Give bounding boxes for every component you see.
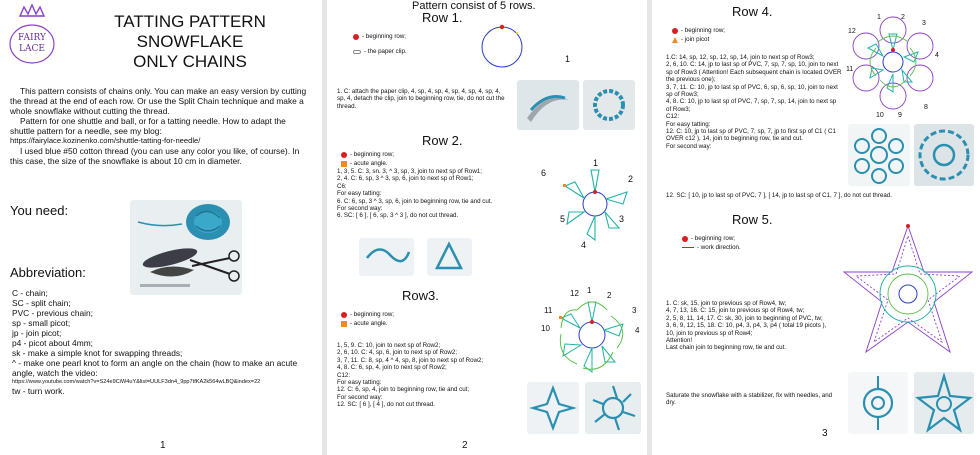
red-dot-icon bbox=[672, 28, 678, 34]
legend-beginning: - beginning row; bbox=[341, 150, 394, 159]
row1-legend bbox=[353, 32, 407, 56]
rows-header: Pattern consist of 5 rows. bbox=[412, 0, 536, 12]
row3-label-11: 11 bbox=[544, 306, 553, 315]
row2-title: Row 2. bbox=[422, 133, 463, 148]
you-need-heading: You need: bbox=[10, 203, 69, 218]
row4-photo-1 bbox=[848, 124, 910, 186]
row1-figure-number: 1 bbox=[565, 54, 571, 64]
page-number: 2 bbox=[462, 440, 468, 451]
blog-link[interactable]: https://fairylace.kozinenko.com/shuttle-tatting-for-needle/ bbox=[10, 136, 201, 145]
row3-instructions: 1, 5, 9. C: 10, join to next sp of Row2; 2, 6, 10. C: 4, sp, 6, join to next sp of Row2; 3, 7, 11. C: 8, sp, 4 ^ 4, sp, 8, join to next sp of Row2; 4, 8. C: 6, sp, 4, join to next sp of Row2; C12: For easy tatting: 12. C: 6, sp, 4, join to beginning row, tie and cut; For second way: 12. SC: [ 6 ], [ 4 ], do not cut thread. bbox=[337, 342, 484, 409]
row1-photo-ring bbox=[583, 80, 635, 130]
row2-label-4: 4 bbox=[581, 240, 587, 250]
abbreviation-heading: Abbreviation: bbox=[10, 265, 86, 280]
page-title bbox=[70, 12, 310, 72]
row3-label-1: 1 bbox=[587, 286, 592, 295]
abbr-c: C - chain; bbox=[12, 288, 48, 298]
row3-label-4: 4 bbox=[635, 326, 640, 335]
row4-label-8: 8 bbox=[924, 104, 928, 111]
orange-triangle-icon bbox=[672, 37, 678, 43]
row2-label-3: 3 bbox=[619, 214, 625, 224]
row1-photo-clip bbox=[517, 80, 579, 130]
intro-text bbox=[10, 86, 310, 166]
row5-title: Row 5. bbox=[732, 212, 773, 227]
row5-instructions: 1. C: sk, 15, join to previous sp of Row4, tw; 4, 7, 13, 16. C: 15, join to previous sp of Row4, tw; 2, 5, 8, 11, 14, 17. C: sk, 30, join to beginning of PVC, tw; 3, 6, 9, 12, 15, 18. C: 10, p4, 3, p4, 3, p4 ( total 19 picots ), 10, join to previous sp of Row4; Attention! Last chain join to beginning row, tie and cut. bbox=[666, 300, 827, 352]
legend-clip: - the paper clip. bbox=[353, 47, 407, 56]
abbr-tw: tw - turn work. bbox=[12, 386, 65, 396]
legend-join: - join picot bbox=[672, 35, 725, 44]
abbr-pvc: PVC - previous chain; bbox=[12, 308, 93, 318]
row4-instructions: 1.C: 14, sp, 12, sp, 12, sp, 14, join to next sp of Row3; 2, 6, 10. C: 14, jp to last sp of PVC, 7, sp, 7, sp, 10, join to next sp of Row3 ( Attention! Each subsequent chain is located OVER the previous one); 3, 7, 11. C: 10, jp to last sp of PVC, 6, sp, 6, sp, 10, join to next sp of Row3; 4, 8. C: 10, jp to last sp of PVC, 7, sp, 7, sp, 14, join to next sp of Row3; C12: For easy tatting: 12. C: 10, jp to last sp of PVC, 7, sp, 7, jp to first sp of C1 ( C1 OVER c12 ), 14, join to beginning row, tie and cut. For second way: bbox=[666, 54, 842, 150]
row4-instruction-sc: 12. SC: [ 10, jp to last sp of PVC, 7 ], [ 14, jp to last sp of C1, 7 ], do not cut thread. bbox=[666, 192, 892, 199]
abbreviation-list bbox=[12, 288, 312, 396]
page-2 bbox=[327, 0, 647, 455]
row5-diagram bbox=[838, 222, 978, 370]
row3-label-2: 2 bbox=[607, 291, 612, 300]
row3-label-3: 3 bbox=[632, 306, 637, 315]
intro-paragraph-2: Pattern for one shuttle and ball, or for a tatting needle. How to adapt the shuttle pattern for a needle, see my blog: bbox=[10, 116, 286, 136]
arrow-icon bbox=[682, 247, 694, 248]
row4-label-10: 10 bbox=[876, 112, 884, 119]
row4-diagram bbox=[848, 14, 938, 114]
abbr-sk: sk - make a simple knot for swapping threads; bbox=[12, 348, 183, 358]
row4-label-2: 2 bbox=[901, 14, 905, 21]
red-dot-icon bbox=[682, 236, 688, 242]
row4-label-12: 12 bbox=[848, 28, 856, 35]
row3-title: Row3. bbox=[402, 288, 439, 303]
legend-angle: - acute angle. bbox=[341, 159, 394, 168]
row3-diagram bbox=[547, 290, 640, 378]
paper-clip-icon bbox=[353, 50, 361, 54]
intro-paragraph-3: I used blue #50 cotton thread (you can use any color you like, of course). In this case, the size of the snowflake is about 10 cm in diameter. bbox=[10, 146, 300, 166]
row5-legend bbox=[682, 234, 741, 252]
row4-label-9: 9 bbox=[898, 112, 902, 119]
supplies-photo bbox=[130, 200, 242, 295]
row3-legend bbox=[341, 310, 394, 328]
row3-label-12: 12 bbox=[570, 289, 579, 298]
abbr-sp: sp - small picot; bbox=[12, 318, 71, 328]
row1-title: Row 1. bbox=[422, 10, 463, 25]
page-1 bbox=[0, 0, 322, 455]
logo-text-lace: LACE bbox=[19, 44, 45, 54]
legend-beginning: - beginning row; bbox=[682, 234, 741, 243]
orange-square-icon bbox=[341, 321, 347, 327]
row2-label-6: 6 bbox=[541, 168, 547, 178]
row2-instructions: 1, 3, 5. C: 3, sn. 3, ^ 3, sp, 3, join to next sp of Row1; 2, 4. C: 6, sp, 3 ^ 3, sp, 6, join to next sp of Row1; C6: For easy tatting: 6. C: 6, sp, 3 ^ 3, sp, 6, join to beginning row, tie and cut. For second way: 6. SC: [ 6 ], [ 6, sp, 3 ^ 3 ], do not cut thread. bbox=[337, 168, 493, 220]
row1-instructions: 1. C: attach the paper clip, 4, sp, 4, sp, 4, sp, 4, sp, 4, sp, 4, sp, 4, detach the clip, join to beginning row, tie, do not cut the thread. bbox=[337, 88, 505, 110]
red-dot-icon bbox=[341, 312, 347, 318]
row4-label-1: 1 bbox=[877, 14, 881, 21]
row4-legend bbox=[672, 26, 725, 44]
video-link[interactable]: https://www.youtube.com/watch?v=S24e9CiW4uY&list=UULF3dn4_9pp7tfKA2k564wLBQ&index=22 bbox=[12, 379, 261, 385]
row4-label-3: 3 bbox=[922, 20, 926, 27]
legend-beginning: - beginning row; bbox=[353, 32, 407, 41]
row3-photo-1 bbox=[527, 382, 579, 434]
row2-diagram bbox=[555, 162, 635, 244]
red-dot-icon bbox=[341, 152, 347, 158]
abbr-p4: p4 - picot about 4mm; bbox=[12, 338, 93, 348]
row4-label-4: 4 bbox=[935, 52, 939, 59]
title-line-3: ONLY CHAINS bbox=[133, 52, 247, 71]
row2-label-2: 2 bbox=[628, 174, 634, 184]
orange-square-icon bbox=[341, 161, 347, 167]
fairy-lace-logo bbox=[6, 4, 58, 66]
row2-label-1: 1 bbox=[593, 158, 599, 168]
legend-beginning: - beginning row; bbox=[341, 310, 394, 319]
row2-label-5: 5 bbox=[560, 214, 566, 224]
row2-legend bbox=[341, 150, 394, 168]
page-number: 1 bbox=[160, 440, 166, 451]
abbr-sc: SC - split chain; bbox=[12, 298, 71, 308]
red-dot-icon bbox=[353, 34, 359, 40]
abbr-pearl: ^ - make one pearl knot to form an angle on the chain (how to make an acute angle, watch the video: bbox=[12, 358, 298, 378]
logo-text-fairy: FAIRY bbox=[18, 33, 46, 43]
row4-title: Row 4. bbox=[732, 4, 773, 19]
finishing-instructions: Saturate the snowflake with a stabilizer, fix with needles, and dry. bbox=[666, 392, 833, 407]
row4-label-11: 11 bbox=[846, 66, 854, 73]
legend-beginning: - beginning row; bbox=[672, 26, 725, 35]
legend-direction: - work direction. bbox=[682, 243, 741, 252]
row2-photo-2 bbox=[427, 238, 472, 276]
row4-photo-2 bbox=[914, 124, 974, 186]
page-number: 3 bbox=[822, 428, 828, 439]
row5-photo-1 bbox=[848, 372, 908, 434]
row1-diagram bbox=[477, 22, 527, 72]
row3-photo-2 bbox=[585, 382, 641, 434]
row3-label-10: 10 bbox=[541, 324, 550, 333]
page-3 bbox=[652, 0, 980, 455]
abbr-jp: jp - join picot; bbox=[12, 328, 62, 338]
title-line-2: SNOWFLAKE bbox=[136, 32, 244, 51]
row5-photo-2 bbox=[914, 372, 974, 434]
row2-photo-1 bbox=[359, 238, 414, 276]
title-line-1: TATTING PATTERN bbox=[114, 12, 266, 31]
intro-paragraph-1: This pattern consists of chains only. You can make an easy version by cutting the thread at the end of each row. Or use the Split Chain technique and make a whole snowflake without cutting the thread. bbox=[10, 86, 307, 116]
legend-angle: - acute angle. bbox=[341, 319, 394, 328]
